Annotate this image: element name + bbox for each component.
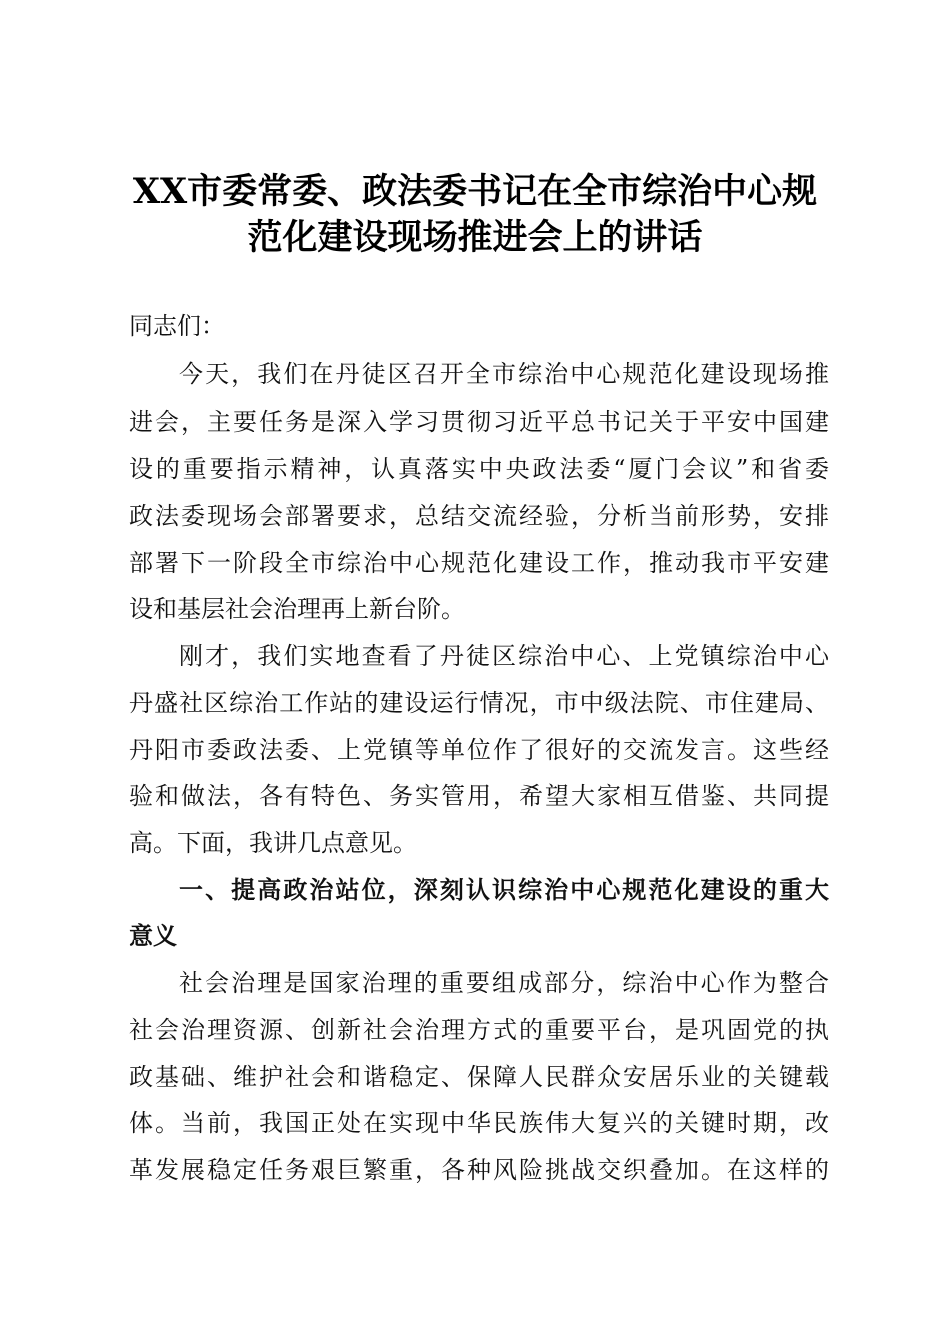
salutation: 同志们： [129, 312, 225, 340]
paragraph-line: 验和做法，各有特色、务实管用，希望大家相互借鉴、共同提 [129, 782, 829, 810]
paragraph-line: 部署下一阶段全市综治中心规范化建设工作，推动我市平安建 [129, 549, 829, 577]
paragraph-line: 革发展稳定任务艰巨繁重，各种风险挑战交织叠加。在这样的 [129, 1156, 829, 1184]
paragraph-line: 丹阳市委政法委、上党镇等单位作了很好的交流发言。这些经 [129, 736, 829, 764]
paragraph-line: 政基础、维护社会和谐稳定、保障人民群众安居乐业的关键载 [129, 1063, 829, 1091]
paragraph-line: 社会治理是国家治理的重要组成部分，综治中心作为整合 [179, 969, 829, 997]
paragraph-line: 丹盛社区综治工作站的建设运行情况，市中级法院、市住建局、 [129, 689, 829, 717]
section-heading-line: 意义 [129, 922, 177, 950]
section-heading-line: 一、提高政治站位，深刻认识综治中心规范化建设的重大 [179, 876, 829, 904]
document-title-line-1: XX市委常委、政法委书记在全市综治中心规 [132, 171, 818, 212]
paragraph-line: 设的重要指示精神，认真落实中央政法委“厦门会议”和省委 [129, 455, 829, 483]
paragraph-line: 进会，主要任务是深入学习贯彻习近平总书记关于平安中国建 [129, 408, 829, 436]
paragraph-line: 刚才，我们实地查看了丹徒区综治中心、上党镇综治中心 [179, 642, 829, 670]
paragraph-line: 设和基层社会治理再上新台阶。 [129, 595, 465, 623]
paragraph-line: 政法委现场会部署要求，总结交流经验，分析当前形势，安排 [129, 502, 829, 530]
paragraph-line: 今天，我们在丹徒区召开全市综治中心规范化建设现场推 [179, 360, 829, 388]
document-title-line-2: 范化建设现场推进会上的讲话 [247, 217, 703, 258]
paragraph-line: 社会治理资源、创新社会治理方式的重要平台，是巩固党的执 [129, 1016, 829, 1044]
paragraph-line: 高。下面，我讲几点意见。 [129, 829, 417, 857]
paragraph-line: 体。当前，我国正处在实现中华民族伟大复兴的关键时期，改 [129, 1109, 829, 1137]
